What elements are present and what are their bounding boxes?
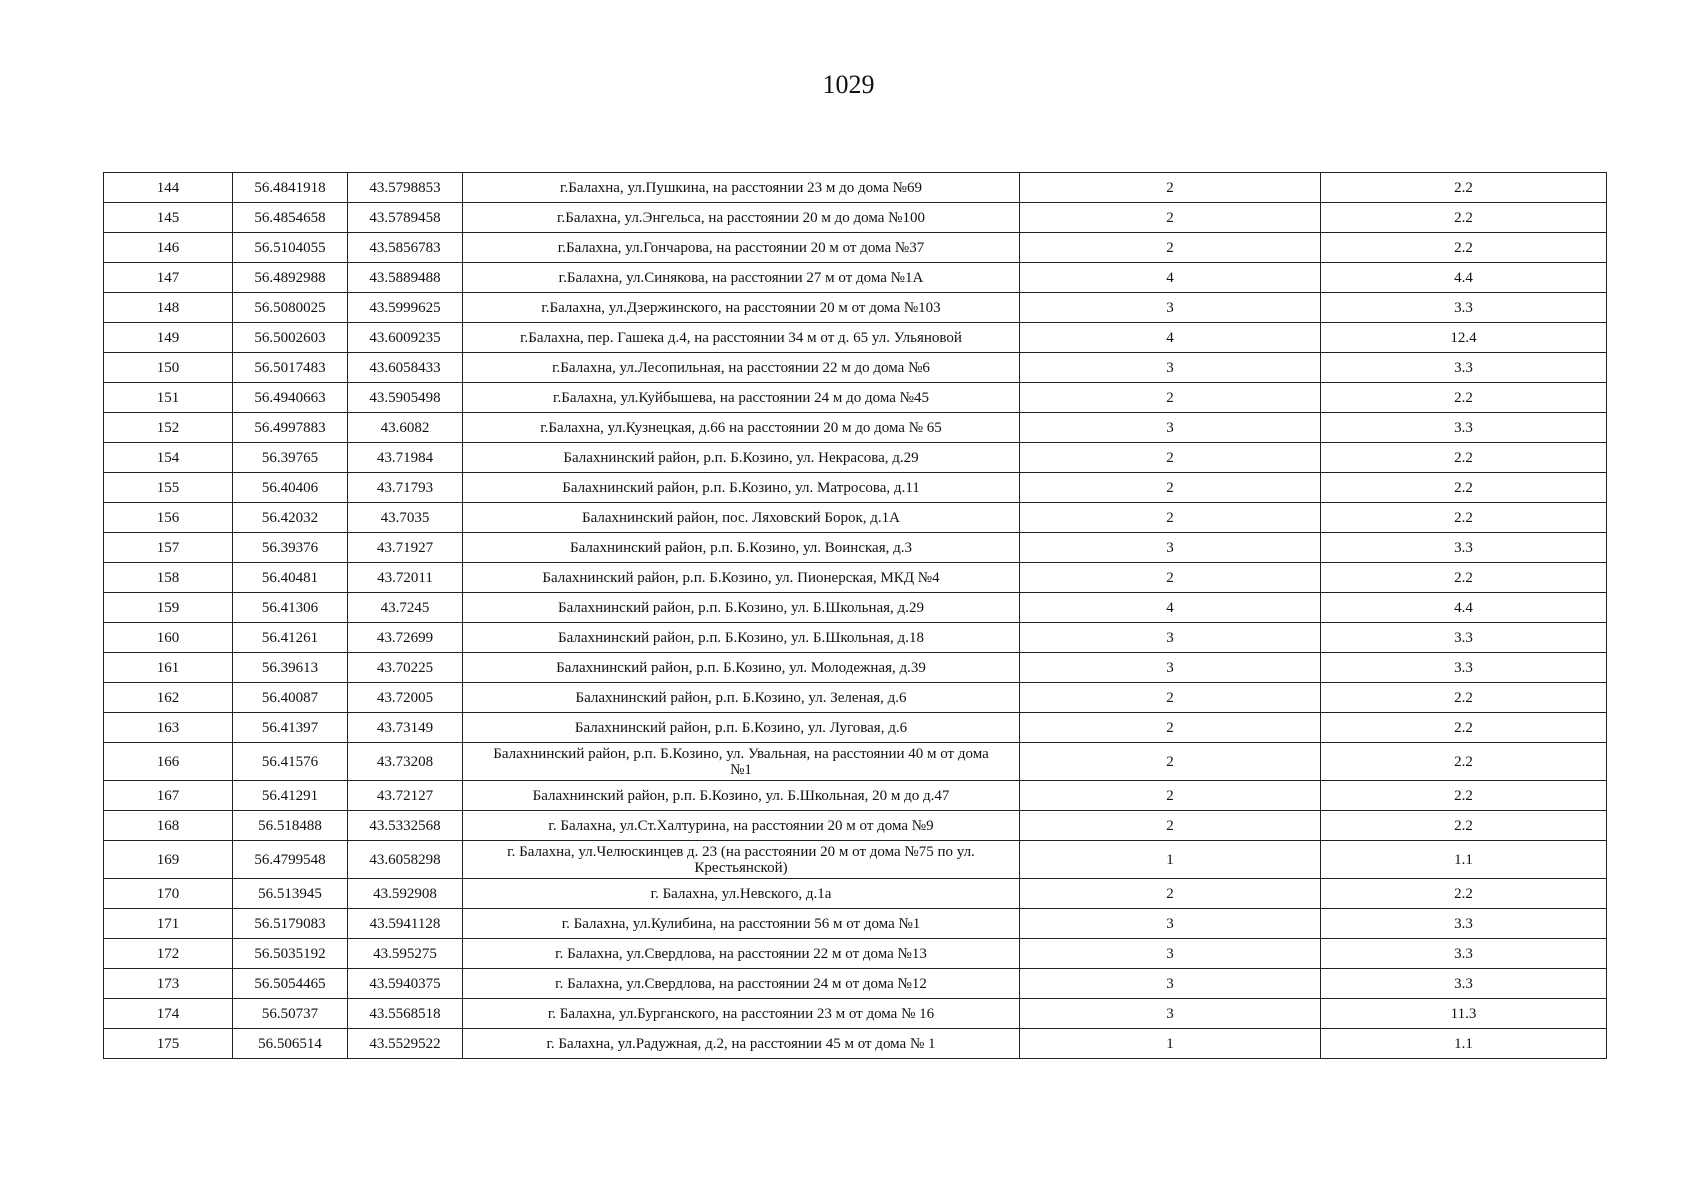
- cell-latitude: 56.518488: [233, 811, 348, 841]
- table-row: [104, 939, 1607, 969]
- cell-container-count: 2: [1020, 443, 1321, 473]
- cell-longitude: 43.7245: [348, 593, 463, 623]
- table-row: [104, 263, 1607, 293]
- cell-address: г.Балахна, ул.Энгельса, на расстоянии 20 м до дома №100: [463, 203, 1020, 233]
- cell-latitude: 56.50737: [233, 999, 348, 1029]
- cell-latitude: 56.5035192: [233, 939, 348, 969]
- table-row: [104, 909, 1607, 939]
- cell-address: Балахнинский район, р.п. Б.Козино, ул. Воинская, д.3: [463, 533, 1020, 563]
- cell-container-count: 2: [1020, 173, 1321, 203]
- cell-container-volume: 2.2: [1321, 743, 1607, 781]
- cell-number: 146: [104, 233, 233, 263]
- cell-container-count: 3: [1020, 969, 1321, 999]
- table-row: [104, 233, 1607, 263]
- cell-longitude: 43.595275: [348, 939, 463, 969]
- cell-longitude: 43.5798853: [348, 173, 463, 203]
- cell-longitude: 43.72005: [348, 683, 463, 713]
- table-row: [104, 353, 1607, 383]
- table-row: [104, 623, 1607, 653]
- cell-container-volume: 3.3: [1321, 623, 1607, 653]
- cell-address: Балахнинский район, р.п. Б.Козино, ул. Увальная, на расстоянии 40 м от дома №1: [463, 743, 1020, 781]
- cell-latitude: 56.5054465: [233, 969, 348, 999]
- cell-number: 162: [104, 683, 233, 713]
- table-row: [104, 323, 1607, 353]
- cell-container-count: 1: [1020, 841, 1321, 879]
- cell-container-volume: 3.3: [1321, 939, 1607, 969]
- cell-number: 173: [104, 969, 233, 999]
- cell-container-count: 2: [1020, 233, 1321, 263]
- cell-address: Балахнинский район, р.п. Б.Козино, ул. Некрасова, д.29: [463, 443, 1020, 473]
- cell-container-count: 3: [1020, 413, 1321, 443]
- cell-number: 168: [104, 811, 233, 841]
- cell-longitude: 43.5332568: [348, 811, 463, 841]
- cell-longitude: 43.71793: [348, 473, 463, 503]
- cell-address: г. Балахна, ул.Радужная, д.2, на расстоянии 45 м от дома № 1: [463, 1029, 1020, 1059]
- cell-container-count: 3: [1020, 353, 1321, 383]
- cell-container-count: 4: [1020, 323, 1321, 353]
- cell-container-volume: 2.2: [1321, 563, 1607, 593]
- cell-longitude: 43.6058298: [348, 841, 463, 879]
- cell-container-count: 2: [1020, 563, 1321, 593]
- cell-latitude: 56.513945: [233, 879, 348, 909]
- table-row: [104, 743, 1607, 781]
- cell-address: г.Балахна, ул.Синякова, на расстоянии 27 м от дома №1А: [463, 263, 1020, 293]
- cell-latitude: 56.41261: [233, 623, 348, 653]
- cell-latitude: 56.39613: [233, 653, 348, 683]
- cell-number: 171: [104, 909, 233, 939]
- cell-container-volume: 3.3: [1321, 293, 1607, 323]
- cell-longitude: 43.5905498: [348, 383, 463, 413]
- cell-number: 156: [104, 503, 233, 533]
- cell-address: г.Балахна, ул.Кузнецкая, д.66 на расстоянии 20 м до дома № 65: [463, 413, 1020, 443]
- cell-container-count: 3: [1020, 293, 1321, 323]
- cell-address: Балахнинский район, р.п. Б.Козино, ул. Б.Школьная, д.18: [463, 623, 1020, 653]
- cell-longitude: 43.6082: [348, 413, 463, 443]
- cell-latitude: 56.4892988: [233, 263, 348, 293]
- cell-container-volume: 2.2: [1321, 473, 1607, 503]
- cell-container-volume: 2.2: [1321, 503, 1607, 533]
- cell-address: г. Балахна, ул.Свердлова, на расстоянии 22 м от дома №13: [463, 939, 1020, 969]
- cell-latitude: 56.5002603: [233, 323, 348, 353]
- table-row: [104, 969, 1607, 999]
- cell-container-count: 2: [1020, 473, 1321, 503]
- cell-number: 149: [104, 323, 233, 353]
- cell-address: г.Балахна, ул.Лесопильная, на расстоянии 22 м до дома №6: [463, 353, 1020, 383]
- cell-address: Балахнинский район, пос. Ляховский Борок, д.1А: [463, 503, 1020, 533]
- table-row: [104, 293, 1607, 323]
- cell-address: г.Балахна, пер. Гашека д.4, на расстоянии 34 м от д. 65 ул. Ульяновой: [463, 323, 1020, 353]
- cell-container-volume: 2.2: [1321, 781, 1607, 811]
- cell-longitude: 43.7035: [348, 503, 463, 533]
- table-row: [104, 383, 1607, 413]
- cell-address: г. Балахна, ул.Бурганского, на расстоянии 23 м от дома № 16: [463, 999, 1020, 1029]
- cell-latitude: 56.4841918: [233, 173, 348, 203]
- cell-latitude: 56.39376: [233, 533, 348, 563]
- cell-container-volume: 11.3: [1321, 999, 1607, 1029]
- cell-longitude: 43.592908: [348, 879, 463, 909]
- cell-container-count: 3: [1020, 939, 1321, 969]
- cell-number: 155: [104, 473, 233, 503]
- table-row: [104, 473, 1607, 503]
- table-row: [104, 173, 1607, 203]
- cell-container-count: 3: [1020, 999, 1321, 1029]
- cell-longitude: 43.5856783: [348, 233, 463, 263]
- cell-container-volume: 3.3: [1321, 969, 1607, 999]
- cell-number: 160: [104, 623, 233, 653]
- cell-latitude: 56.4799548: [233, 841, 348, 879]
- cell-number: 174: [104, 999, 233, 1029]
- cell-number: 150: [104, 353, 233, 383]
- cell-container-volume: 2.2: [1321, 811, 1607, 841]
- cell-address: г. Балахна, ул.Кулибина, на расстоянии 56 м от дома №1: [463, 909, 1020, 939]
- cell-number: 154: [104, 443, 233, 473]
- cell-latitude: 56.39765: [233, 443, 348, 473]
- cell-number: 169: [104, 841, 233, 879]
- cell-longitude: 43.70225: [348, 653, 463, 683]
- cell-number: 147: [104, 263, 233, 293]
- cell-container-volume: 2.2: [1321, 233, 1607, 263]
- cell-longitude: 43.72127: [348, 781, 463, 811]
- cell-container-count: 2: [1020, 683, 1321, 713]
- cell-address: Балахнинский район, р.п. Б.Козино, ул. Луговая, д.6: [463, 713, 1020, 743]
- cell-longitude: 43.5529522: [348, 1029, 463, 1059]
- cell-longitude: 43.5999625: [348, 293, 463, 323]
- cell-longitude: 43.73149: [348, 713, 463, 743]
- table-row: [104, 841, 1607, 879]
- cell-container-count: 3: [1020, 653, 1321, 683]
- cell-number: 159: [104, 593, 233, 623]
- table-row: [104, 999, 1607, 1029]
- cell-address: г. Балахна, ул.Свердлова, на расстоянии 24 м от дома №12: [463, 969, 1020, 999]
- cell-number: 152: [104, 413, 233, 443]
- table-row: [104, 683, 1607, 713]
- table-row: [104, 811, 1607, 841]
- cell-number: 144: [104, 173, 233, 203]
- cell-latitude: 56.40406: [233, 473, 348, 503]
- cell-latitude: 56.41291: [233, 781, 348, 811]
- cell-container-count: 1: [1020, 1029, 1321, 1059]
- cell-latitude: 56.4997883: [233, 413, 348, 443]
- cell-container-count: 2: [1020, 781, 1321, 811]
- cell-longitude: 43.72699: [348, 623, 463, 653]
- cell-container-volume: 2.2: [1321, 383, 1607, 413]
- cell-number: 151: [104, 383, 233, 413]
- cell-number: 166: [104, 743, 233, 781]
- cell-address: г. Балахна, ул.Челюскинцев д. 23 (на расстоянии 20 м от дома №75 по ул. Крестьянской): [463, 841, 1020, 879]
- cell-container-volume: 3.3: [1321, 653, 1607, 683]
- cell-latitude: 56.4854658: [233, 203, 348, 233]
- cell-container-count: 3: [1020, 909, 1321, 939]
- cell-number: 167: [104, 781, 233, 811]
- cell-number: 161: [104, 653, 233, 683]
- cell-longitude: 43.5941128: [348, 909, 463, 939]
- cell-latitude: 56.40087: [233, 683, 348, 713]
- cell-container-volume: 2.2: [1321, 683, 1607, 713]
- cell-number: 145: [104, 203, 233, 233]
- cell-address: Балахнинский район, р.п. Б.Козино, ул. Молодежная, д.39: [463, 653, 1020, 683]
- cell-address: Балахнинский район, р.п. Б.Козино, ул. Б.Школьная, 20 м до д.47: [463, 781, 1020, 811]
- cell-container-volume: 2.2: [1321, 443, 1607, 473]
- table-row: [104, 713, 1607, 743]
- cell-address: г. Балахна, ул.Ст.Халтурина, на расстоянии 20 м от дома №9: [463, 811, 1020, 841]
- cell-container-count: 2: [1020, 503, 1321, 533]
- table-row: [104, 781, 1607, 811]
- cell-container-count: 2: [1020, 811, 1321, 841]
- cell-longitude: 43.5568518: [348, 999, 463, 1029]
- cell-container-volume: 2.2: [1321, 713, 1607, 743]
- cell-container-count: 3: [1020, 533, 1321, 563]
- cell-latitude: 56.4940663: [233, 383, 348, 413]
- table-body: [104, 173, 1607, 1059]
- cell-container-count: 2: [1020, 743, 1321, 781]
- cell-container-volume: 2.2: [1321, 879, 1607, 909]
- cell-address: г.Балахна, ул.Дзержинского, на расстоянии 20 м от дома №103: [463, 293, 1020, 323]
- container-sites-table: [103, 172, 1607, 1059]
- cell-latitude: 56.506514: [233, 1029, 348, 1059]
- cell-container-volume: 3.3: [1321, 909, 1607, 939]
- cell-number: 163: [104, 713, 233, 743]
- cell-address: Балахнинский район, р.п. Б.Козино, ул. Пионерская, МКД №4: [463, 563, 1020, 593]
- cell-address: Балахнинский район, р.п. Б.Козино, ул. Зеленая, д.6: [463, 683, 1020, 713]
- cell-container-volume: 3.3: [1321, 413, 1607, 443]
- cell-longitude: 43.5940375: [348, 969, 463, 999]
- cell-container-count: 3: [1020, 623, 1321, 653]
- cell-latitude: 56.41576: [233, 743, 348, 781]
- page-number: 1029: [822, 70, 875, 99]
- cell-longitude: 43.72011: [348, 563, 463, 593]
- cell-container-count: 2: [1020, 713, 1321, 743]
- cell-container-volume: 3.3: [1321, 533, 1607, 563]
- table-row: [104, 593, 1607, 623]
- cell-latitude: 56.40481: [233, 563, 348, 593]
- cell-latitude: 56.5104055: [233, 233, 348, 263]
- table-row: [104, 443, 1607, 473]
- table-row: [104, 203, 1607, 233]
- cell-latitude: 56.41397: [233, 713, 348, 743]
- cell-container-volume: 1.1: [1321, 1029, 1607, 1059]
- cell-container-volume: 4.4: [1321, 593, 1607, 623]
- cell-latitude: 56.42032: [233, 503, 348, 533]
- table-row: [104, 879, 1607, 909]
- cell-container-count: 4: [1020, 263, 1321, 293]
- cell-container-volume: 4.4: [1321, 263, 1607, 293]
- cell-longitude: 43.5789458: [348, 203, 463, 233]
- cell-container-volume: 2.2: [1321, 203, 1607, 233]
- table-row: [104, 653, 1607, 683]
- cell-longitude: 43.6058433: [348, 353, 463, 383]
- cell-container-volume: 2.2: [1321, 173, 1607, 203]
- cell-latitude: 56.5080025: [233, 293, 348, 323]
- cell-number: 175: [104, 1029, 233, 1059]
- cell-longitude: 43.73208: [348, 743, 463, 781]
- cell-container-volume: 1.1: [1321, 841, 1607, 879]
- cell-number: 157: [104, 533, 233, 563]
- cell-number: 172: [104, 939, 233, 969]
- cell-address: г.Балахна, ул.Куйбышева, на расстоянии 24 м до дома №45: [463, 383, 1020, 413]
- table-row: [104, 533, 1607, 563]
- cell-number: 158: [104, 563, 233, 593]
- cell-container-count: 2: [1020, 203, 1321, 233]
- cell-address: г.Балахна, ул.Гончарова, на расстоянии 20 м от дома №37: [463, 233, 1020, 263]
- table-row: [104, 413, 1607, 443]
- cell-longitude: 43.5889488: [348, 263, 463, 293]
- cell-latitude: 56.5017483: [233, 353, 348, 383]
- table-row: [104, 1029, 1607, 1059]
- cell-longitude: 43.71984: [348, 443, 463, 473]
- table-row: [104, 563, 1607, 593]
- cell-container-volume: 3.3: [1321, 353, 1607, 383]
- cell-latitude: 56.5179083: [233, 909, 348, 939]
- cell-container-count: 2: [1020, 383, 1321, 413]
- cell-longitude: 43.71927: [348, 533, 463, 563]
- cell-container-count: 4: [1020, 593, 1321, 623]
- cell-address: Балахнинский район, р.п. Б.Козино, ул. Б.Школьная, д.29: [463, 593, 1020, 623]
- cell-container-volume: 12.4: [1321, 323, 1607, 353]
- cell-container-count: 2: [1020, 879, 1321, 909]
- cell-address: Балахнинский район, р.п. Б.Козино, ул. Матросова, д.11: [463, 473, 1020, 503]
- table-row: [104, 503, 1607, 533]
- cell-address: г.Балахна, ул.Пушкина, на расстоянии 23 м до дома №69: [463, 173, 1020, 203]
- cell-longitude: 43.6009235: [348, 323, 463, 353]
- cell-latitude: 56.41306: [233, 593, 348, 623]
- cell-number: 148: [104, 293, 233, 323]
- cell-number: 170: [104, 879, 233, 909]
- cell-address: г. Балахна, ул.Невского, д.1а: [463, 879, 1020, 909]
